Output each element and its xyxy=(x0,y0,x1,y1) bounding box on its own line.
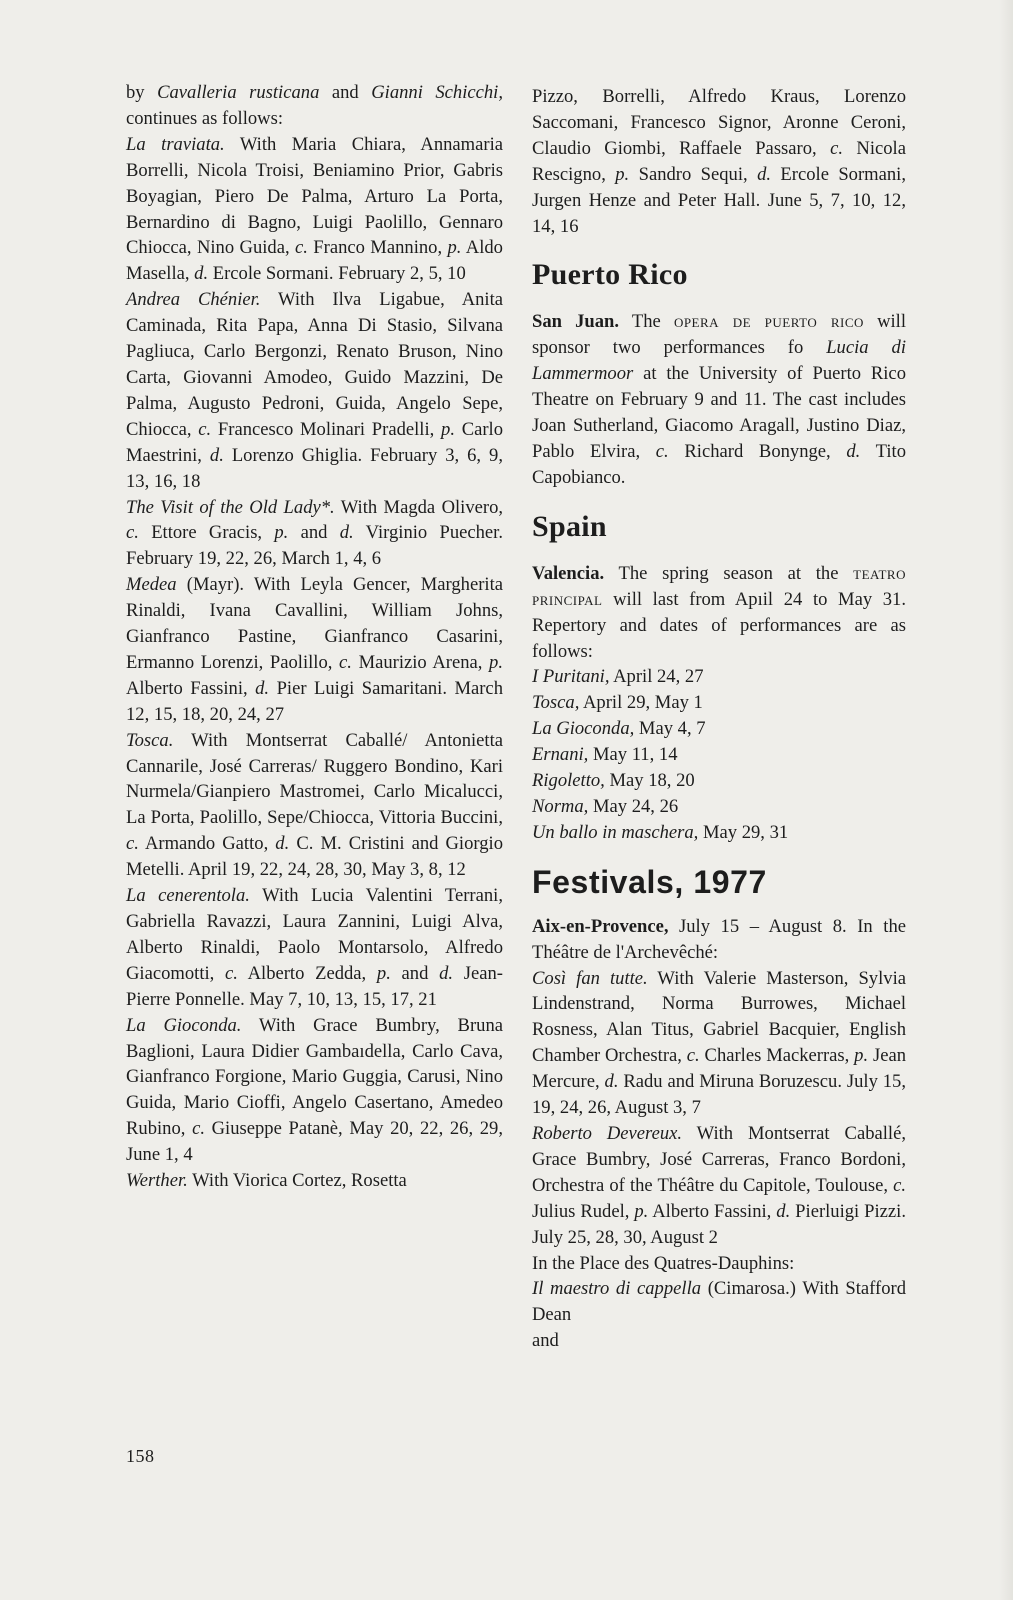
paragraph xyxy=(532,561,906,665)
text-run: by xyxy=(126,82,158,103)
text-run: p. xyxy=(274,522,289,544)
text-run: The spring season at the xyxy=(604,562,854,584)
text-run: d. xyxy=(846,440,861,462)
text-run: d. xyxy=(757,163,772,185)
text-run: The Visit of the Old Lady*. xyxy=(126,496,335,518)
section-heading-puerto-rico: Puerto Rico xyxy=(532,258,688,292)
paragraph xyxy=(532,768,906,794)
paragraph xyxy=(532,716,906,742)
text-run: May 29, 31 xyxy=(698,821,789,843)
text-run: Cavalleria rusticana xyxy=(157,82,320,103)
section-body-festivals xyxy=(532,914,906,1354)
text-run: In the Place des Quatres-Dauphins: xyxy=(532,1252,795,1274)
paragraph xyxy=(532,309,906,490)
text-run: Alberto Fassini, xyxy=(126,677,256,699)
text-run: Maurizio Arena, xyxy=(351,651,490,673)
text-run: p. xyxy=(447,237,462,259)
text-run: Franco Mannino, xyxy=(307,237,448,259)
text-run: La Gioconda. xyxy=(126,1014,242,1036)
text-run: April 29, May 1 xyxy=(579,692,703,714)
text-run: Alberto Zedda, xyxy=(237,962,377,984)
text-run: July 15 – August 8. In the Théâtre de l'Archevêché: xyxy=(532,915,906,963)
text-run: d. xyxy=(339,522,354,544)
text-run: San Juan. xyxy=(532,311,620,333)
text-run: Sandro Sequi, xyxy=(629,163,758,185)
text-run: d. xyxy=(209,444,224,466)
text-run: Lorenzo Ghiglia. February 3, 6, 9, 13, 16, 18 xyxy=(126,444,503,492)
text-run: With Montserrat Caballé/ Antonietta Cannarile, José Carreras/ Ruggero Bondino, Kari Nurmela/Gianpiero Mastromei, Carlo Micalucci, La Porta, Paolillo, Sepe/Chiocca, Vittoria Buccini, xyxy=(126,729,503,829)
text-run: With Montserrat Caballé, Grace Bumbry, José Carreras, Franco Bordoni, Orchestra of the Théâtre du Capitole, Toulouse, xyxy=(532,1123,906,1196)
text-run: c. xyxy=(295,237,308,259)
paragraph xyxy=(532,966,906,1121)
text-run: C. M. Cristini and Giorgio Metelli. April 19, 22, 24, 28, 30, May 3, 8, 12 xyxy=(126,833,503,881)
paragraph xyxy=(126,1168,503,1194)
text-run: (Mayr). With Leyla Gencer, Margherita Rinaldi, Ivana Cavallini, William Johns, Gianfranco Pastine, Gianfranco Casarini, Ermanno Lorenzi, Paolillo, xyxy=(126,574,503,673)
text-run: May 24, 26 xyxy=(588,795,679,817)
text-run: Roberto Devereux. xyxy=(532,1123,683,1144)
text-run: Virginio Puecher. February 19, 22, 26, March 1, 4, 6 xyxy=(126,522,503,570)
text-run: Valencia. xyxy=(532,562,605,584)
text-run: p. xyxy=(376,962,391,984)
paragraph xyxy=(126,728,503,883)
text-run: and xyxy=(319,82,372,103)
text-run: teatro principal xyxy=(532,562,906,610)
paragraph xyxy=(126,883,503,1013)
text-run: Tito Capobianco. xyxy=(532,440,906,488)
paragraph xyxy=(532,794,906,820)
text-run: I Puritani, xyxy=(532,666,610,688)
text-run: With Lucia Valentini Terrani, Gabriella Ravazzi, Laura Zannini, Luigi Alva, Alberto Rinaldi, Paolo Montarsolo, Alfredo Giacomotti, xyxy=(126,885,503,984)
text-run: Carlo Maestrini, xyxy=(126,418,503,466)
paragraph xyxy=(532,1251,906,1277)
text-run: c. xyxy=(198,418,212,440)
text-run: With Grace Bumbry, Bruna Baglioni, Laura Didier Gambaıdella, Carlo Cava, Gianfranco Forgione, Mario Guggia, Carusi, Nino Guida, Mario Cioffi, Angelo Casertano, Amedeo Rubino, xyxy=(126,1014,503,1140)
text-run: Aix-en-Provence, xyxy=(532,915,669,937)
page-edge-shadow xyxy=(999,0,1013,1600)
paragraph xyxy=(126,287,503,494)
text-run: With Maria Chiara, Annamaria Borrelli, Nicola Troisi, Beniamino Prior, Gabris Boyagian, Piero De Palma, Arturo La Porta, Bernardino di Bagno, Luigi Paolillo, Gennaro Chiocca, Nino Guida, xyxy=(126,133,504,259)
paragraph xyxy=(126,132,503,287)
text-run: Werther. xyxy=(126,1170,188,1192)
text-run: La cenerentola. xyxy=(126,885,250,907)
text-run: c. xyxy=(126,833,139,855)
text-run: Charles Mackerras, xyxy=(699,1045,855,1067)
text-run: Ercole Sormani. February 2, 5, 10 xyxy=(208,263,466,285)
text-run: Lucia di Lammermoor xyxy=(532,337,906,385)
text-run: d. xyxy=(604,1071,619,1093)
text-run: d. xyxy=(194,263,209,285)
text-run: May 11, 14 xyxy=(588,744,678,766)
text-run: p. xyxy=(489,651,503,673)
text-run: (Cimarosa.) With Stafford Dean xyxy=(532,1278,906,1326)
paragraph xyxy=(126,1013,503,1168)
text-run: c. xyxy=(830,137,843,159)
text-run: d. xyxy=(255,677,270,699)
text-run: Alberto Fassini, xyxy=(648,1200,777,1222)
text-run: p. xyxy=(634,1200,649,1222)
section-heading-spain: Spain xyxy=(532,509,607,543)
text-run: Ercole Sormani, Jurgen Henze and Peter Hall. June 5, 7, 10, 12, 14, 16 xyxy=(532,163,906,237)
paragraph xyxy=(532,690,906,716)
text-run: d. xyxy=(776,1200,791,1222)
text-run: Ernani, xyxy=(532,744,589,766)
text-run: c. xyxy=(655,440,669,462)
section-body-spain xyxy=(532,561,906,846)
text-run: Aldo Masella, xyxy=(126,237,503,285)
section-body-puerto-rico xyxy=(532,309,906,490)
text-run: Pierluigi Pizzi. July 25, 28, 30, August 2 xyxy=(532,1200,906,1248)
text-run: Tosca, xyxy=(532,692,580,714)
text-run: Gianni Schicchi, xyxy=(371,82,503,103)
text-run: Un ballo in maschera, xyxy=(532,821,699,843)
text-run: Richard Bonynge, xyxy=(668,440,847,462)
text-run: Pier Luigi Samaritani. March 12, 15, 18, 20, 24, 27 xyxy=(126,677,503,725)
text-run: and xyxy=(390,962,440,984)
text-run: opera de puerto rico xyxy=(673,311,864,333)
text-run: c. xyxy=(339,651,352,673)
paragraph xyxy=(126,80,503,132)
text-run: c. xyxy=(893,1174,906,1196)
text-run: With Valerie Masterson, Sylvia Lindenstrand, Norma Burrowes, Michael Rosness, Alan Titus, Gabriel Bacquier, English Chamber Orchestra, xyxy=(532,967,906,1067)
text-run: The xyxy=(619,311,674,333)
text-run: p. xyxy=(854,1045,869,1067)
right-column xyxy=(532,80,906,1354)
text-run: and xyxy=(532,1330,559,1352)
text-run: Giuseppe Patanè, May 20, 22, 26, 29, June 1, 4 xyxy=(126,1118,503,1166)
text-run: p. xyxy=(441,418,455,440)
text-run: Julius Rudel, xyxy=(532,1200,635,1222)
text-run: c. xyxy=(126,522,139,544)
text-run: Francesco Molinari Pradelli, xyxy=(211,418,442,440)
left-column xyxy=(126,80,503,1194)
text-run: c. xyxy=(225,962,238,984)
text-run: With Viorica Cortez, Rosetta xyxy=(187,1170,407,1192)
text-run: c. xyxy=(686,1045,700,1067)
text-run: p. xyxy=(615,163,630,185)
page-number: 158 xyxy=(126,1446,155,1466)
left-column-text xyxy=(126,80,503,1194)
paragraph xyxy=(126,572,503,727)
paragraph xyxy=(532,664,906,690)
paragraph xyxy=(126,495,503,573)
text-run: Norma, xyxy=(532,795,589,817)
text-run: c. xyxy=(192,1118,205,1140)
text-run: Andrea Chénier. xyxy=(126,289,261,311)
paragraph xyxy=(532,820,906,846)
text-run: Il maestro di cappella xyxy=(532,1278,702,1300)
text-run: Jean-Pierre Ponnelle. May 7, 10, 13, 15, 17, 21 xyxy=(126,962,503,1010)
text-run: La Gioconda, xyxy=(532,718,635,740)
text-run: at the University of Puerto Rico Theatre on February 9 and 11. The cast includes Joan Sutherland, Giacomo Aragall, Justino Diaz, Pablo Elvira, xyxy=(532,363,906,462)
text-run: will last from Apıil 24 to May 31. Repertory and dates of performances are as follows: xyxy=(532,588,906,662)
text-run: d. xyxy=(439,962,454,984)
right-column-continuation xyxy=(532,80,906,239)
paragraph xyxy=(532,742,906,768)
text-run: Pizzo, Borrelli, Alfredo Kraus, Lorenzo Saccomani, Francesco Signor, Aronne Ceroni, Claudio Giombi, Raffaele Passaro, xyxy=(532,86,906,159)
paragraph xyxy=(532,1276,906,1328)
text-run: will sponsor two performances fo xyxy=(532,311,907,359)
section-heading-festivals: Festivals, 1977 xyxy=(532,863,767,900)
text-run: La traviata. xyxy=(126,133,225,155)
paragraph xyxy=(532,1328,906,1354)
text-run: Rigoletto, xyxy=(532,770,605,792)
text-run: Nicola Rescigno, xyxy=(532,137,906,185)
text-run: Così fan tutte. xyxy=(532,967,648,989)
paragraph xyxy=(532,914,906,966)
text-run: d. xyxy=(275,833,290,855)
text-run: continues as follows: xyxy=(126,107,283,129)
text-run: With Magda Olivero, xyxy=(334,496,504,518)
text-run: and xyxy=(288,522,340,544)
text-run: Radu and Miruna Boruzescu. July 15, 19, 24, 26, August 3, 7 xyxy=(532,1071,906,1119)
text-run: Tosca. xyxy=(126,729,174,751)
text-run: With Ilva Ligabue, Anita Caminada, Rita Papa, Anna Di Stasio, Silvana Pagliuca, Carlo Bergonzi, Renato Bruson, Nino Carta, Giovanni Amodeo, Guido Mazzini, De Palma, Augusto Pedroni, Guida, Angelo Sepe, Chiocca, xyxy=(126,289,504,440)
text-run: Armando Gatto, xyxy=(138,833,276,855)
text-run: Ettore Gracis, xyxy=(138,522,275,544)
text-run: Jean Mercure, xyxy=(532,1045,906,1093)
text-run: May 4, 7 xyxy=(634,718,706,740)
text-run: May 18, 20 xyxy=(604,770,695,792)
paragraph xyxy=(532,1121,906,1251)
text-run: April 24, 27 xyxy=(609,666,704,688)
paragraph xyxy=(532,84,906,239)
text-run: Medea xyxy=(126,574,177,596)
